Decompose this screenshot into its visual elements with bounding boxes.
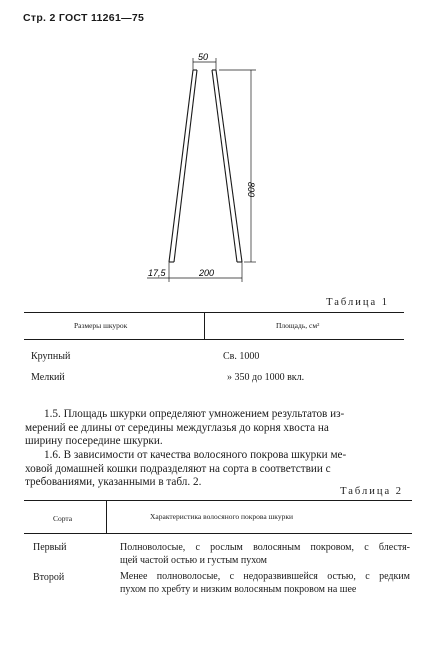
table2-row-line: Менее полноволосые, с недоразвившейся остью, с редким <box>120 571 410 582</box>
table1-row-size: Мелкий <box>31 372 65 383</box>
table1-top-rule <box>24 312 404 313</box>
paragraph-line: мерений ее длины от середины междуглазья до корня хвоста на <box>25 421 329 434</box>
trapezoid-outline <box>169 70 242 262</box>
dimension-bottom-label: 200 <box>199 268 215 278</box>
paragraph-line: ширину посередине шкурки. <box>25 435 163 447</box>
paragraph-line: 1.5. Площадь шкурки определяют умножением результатов из- <box>44 408 345 420</box>
paragraph-line: 1.6. В зависимости от качества волосяного покрова шкурки ме- <box>44 449 347 461</box>
table1-header-area: Площадь, см² <box>276 321 320 330</box>
table1-header-rule <box>24 339 404 340</box>
table1-header-divider <box>204 312 205 339</box>
paragraph-1-6 <box>25 449 411 490</box>
table2-row-line: щей частой остью и густым пухом <box>120 555 267 566</box>
table2-top-rule <box>24 500 412 501</box>
table1-caption: Таблица 1 <box>326 297 389 308</box>
skin-dimension-drawing <box>0 0 441 300</box>
table2-header-description: Характеристика волосяного покрова шкурки <box>150 512 293 521</box>
table1-header-size: Размеры шкурок <box>74 321 128 330</box>
table2-header-rule <box>24 533 412 534</box>
paragraph-line: требованиями, указанными в табл. 2. <box>25 476 202 488</box>
table2-row-grade: Второй <box>33 572 65 583</box>
table1-row-area: Св. 1000 <box>223 351 260 362</box>
paragraph-1-5 <box>25 408 411 449</box>
table2-row-line: Полноволосые, с рослым волосяным покровом, с блестя- <box>120 542 410 553</box>
paragraph-line: ховой домашней кошки подразделяют на сорта в соответствии с <box>25 462 331 475</box>
table2-row-line: пухом по хребту и низким волосяным покровом на шее <box>120 584 357 595</box>
table1-row-size: Крупный <box>31 351 71 362</box>
page-header: Стр. 2 ГОСТ 11261—75 <box>23 12 145 24</box>
table2-row-grade: Первый <box>33 542 67 553</box>
dimension-left-label: 17,5 <box>148 268 166 278</box>
dimension-right-label: 800 <box>246 182 256 198</box>
table1-row-area: » 350 до 1000 вкл. <box>227 372 305 383</box>
dimension-top-label: 50 <box>198 52 209 62</box>
table2-header-divider <box>106 500 107 533</box>
table2-caption: Таблица 2 <box>340 486 403 497</box>
table2-header-grade: Сорта <box>53 514 73 523</box>
